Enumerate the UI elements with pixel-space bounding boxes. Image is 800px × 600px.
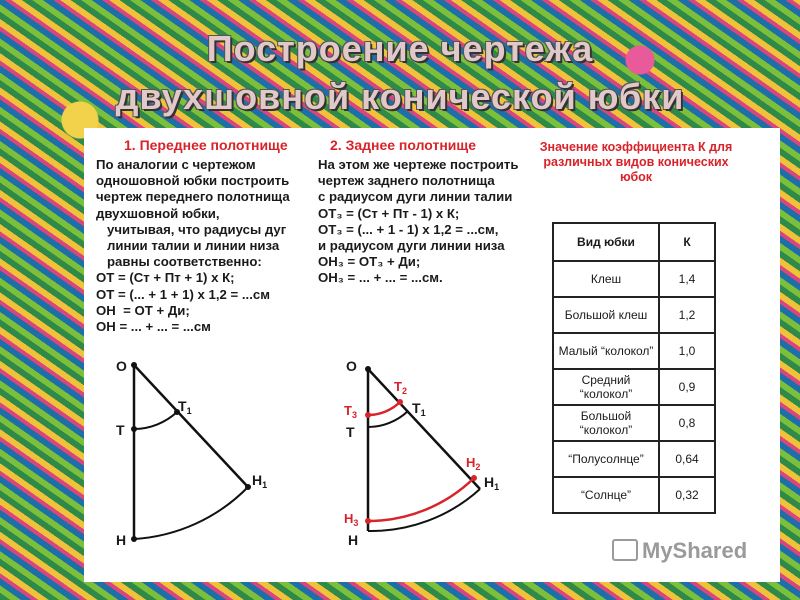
back-line: ОН₃ = ОТ₃ + Ди; [318, 254, 421, 270]
back-point-t: Т [346, 424, 355, 440]
coef-skirt-type: Малый “колокол” [553, 333, 659, 369]
back-point-t2: Т [394, 379, 402, 394]
coef-col-k: К [659, 223, 715, 261]
front-waist-arc [134, 412, 177, 429]
coef-row [553, 261, 715, 297]
coef-row [553, 441, 715, 477]
coef-skirt-type: “Солнце” [553, 477, 659, 513]
back-point-o: О [346, 358, 357, 374]
front-heading: 1. Переднее полотнище [124, 137, 288, 153]
coef-k-value: 1,2 [659, 297, 715, 333]
front-hem-arc [134, 487, 248, 539]
front-line: чертеж переднего полотнища [96, 189, 290, 205]
watermark-text: MyShared [642, 538, 748, 563]
svg-text:Н1: $Н_1$ [484, 474, 500, 492]
coef-row [553, 333, 715, 369]
coef-row [553, 477, 715, 513]
content-panel-right [744, 128, 780, 546]
front-line: равны соответственно: [96, 254, 262, 270]
front-line: По аналогии с чертежом [96, 157, 256, 172]
coef-k-value: 1,4 [659, 261, 715, 297]
coef-row [553, 405, 715, 441]
back-point-t1: Т [412, 400, 421, 416]
front-line: ОТ = (Ст + Пт + 1) х К; [96, 270, 235, 286]
coef-skirt-type: Большой клеш [553, 297, 659, 333]
back-line: ОТ₃ = (... + 1 - 1) х 1,2 = ...см, [318, 221, 499, 237]
back-hem-arc [368, 478, 474, 521]
back-text [318, 157, 518, 287]
front-line: двухшовной юбки, [96, 205, 220, 221]
front-point-o: О [116, 358, 127, 374]
coef-skirt-type: Средний “колокол” [553, 369, 659, 405]
coef-skirt-type: Клеш [553, 261, 659, 297]
back-point-h3: Н [344, 511, 354, 526]
front-line: ОН = ... + ... = ...см [96, 319, 211, 335]
back-line: На этом же чертеже построить [318, 157, 519, 172]
svg-text:Т3: $Т_3$ [344, 403, 357, 420]
front-point-t1: Т [178, 398, 187, 414]
coef-skirt-type: “Полусолнце” [553, 441, 659, 477]
coef-skirt-type: Большой “колокол” [553, 405, 659, 441]
coef-row [553, 369, 715, 405]
coef-k-value: 1,0 [659, 333, 715, 369]
front-text [96, 157, 290, 335]
back-diagonal-line [368, 369, 480, 489]
svg-text:Т2: $Т_2$ [394, 379, 407, 396]
front-line: ОН = ОТ + Ди; [96, 302, 190, 318]
svg-text:Н3: $Н_3$ [344, 511, 359, 528]
back-point-h2: Н [466, 455, 476, 470]
front-point-h: Н [116, 532, 127, 548]
back-line: и радиусом дуги линии низа [318, 238, 505, 254]
coef-heading: Значение коэффициента К для различных видов конических юбок [539, 140, 733, 184]
coef-row [553, 297, 715, 333]
back-heading: 2. Заднее полотнище [330, 137, 477, 153]
svg-text:Н1: $Н_1$ [252, 472, 268, 490]
back-line: ОТ₃ = (Ст + Пт - 1) х К; [318, 205, 460, 221]
front-line: ОТ = (... + 1 + 1) х 1,2 = ...см [96, 286, 270, 302]
back-point-t3: Т [344, 403, 352, 418]
svg-text:Т1: $Т_1$ [412, 400, 426, 418]
back-point-h: Н [348, 532, 359, 548]
front-line: линии талии и линии низа [96, 238, 280, 254]
back-drawing [330, 355, 530, 550]
back-waist-arc [368, 402, 400, 415]
coef-k-value: 0,32 [659, 477, 715, 513]
coef-k-value: 0,8 [659, 405, 715, 441]
watermark-logo [612, 538, 747, 564]
coef-col-name: Вид юбки [553, 223, 659, 261]
coef-k-value: 0,9 [659, 369, 715, 405]
back-line: чертеж заднего полотнища [318, 173, 495, 189]
front-point-h1: Н [252, 472, 263, 488]
back-point-h1: Н [484, 474, 495, 490]
presentation-icon [612, 539, 638, 561]
back-line: ОН₃ = ... + ... = ...см. [318, 270, 443, 286]
coef-k-value: 0,64 [659, 441, 715, 477]
svg-text:Н2: $Н_2$ [466, 455, 481, 472]
coef-table [552, 222, 716, 514]
page-title-line-2: двухшовной конической юбки [115, 76, 685, 117]
page-title-line-1: Построение чертежа [206, 28, 594, 69]
svg-text:Т1: $Т_1$ [178, 398, 192, 416]
front-drawing [100, 355, 300, 550]
front-line: учитывая, что радиусы дуг [96, 221, 287, 237]
back-line: с радиусом дуги линии талии [318, 189, 513, 205]
front-point-t: Т [116, 422, 125, 438]
front-line: одношовной юбки построить [96, 173, 290, 189]
